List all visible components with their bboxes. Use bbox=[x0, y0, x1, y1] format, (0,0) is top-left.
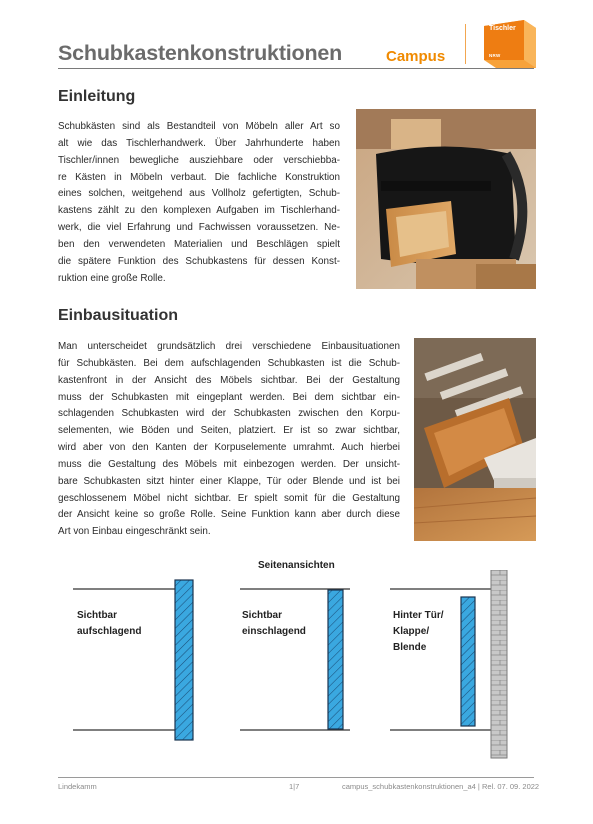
diagram-title: Seitenansichten bbox=[258, 560, 335, 571]
label-sichtbar-aufschlagend: Sichtbar aufschlagend bbox=[77, 610, 142, 637]
paragraph-line: muss die Gestaltung des Möbels mit einbezogen werden. Der unsicht- bbox=[58, 458, 400, 470]
paragraph-line: bare Schubkasten sitzt hinter einer Klappe, Tür oder Blende und ist bei bbox=[58, 475, 400, 487]
paragraph-line: Schubkästen sind als Bestandteil von Möbeln aller Art so bbox=[58, 121, 340, 132]
paragraph-line: kastens zählt zu den komplexen Aufgaben im Tischlerhand- bbox=[58, 205, 340, 217]
logo-text-tischler: Tischler bbox=[489, 25, 516, 32]
footer-rule bbox=[58, 777, 534, 778]
section-heading-einleitung: Einleitung bbox=[58, 88, 136, 105]
drawer-photo-einbau bbox=[414, 338, 536, 541]
view-aufschlagend bbox=[73, 580, 193, 740]
paragraph-line: werk, die viel Erfahrung und Fachwissen voraussetzen. Ne- bbox=[58, 222, 340, 234]
paragraph-line: re Kästen in Möbeln verbaut. Die fachliche Konstruktion bbox=[58, 171, 340, 183]
paragraph-line: ben den verwendeten Materialien und Beschlägen spielt bbox=[58, 238, 340, 250]
side-views-diagram bbox=[55, 570, 535, 760]
footer-author: Lindekamm bbox=[58, 782, 97, 791]
section-heading-einbausituation: Einbausituation bbox=[58, 307, 178, 324]
paragraph-line: selementen, wie Böden und Seiten, platziert. Er ist so zwar sichtbar, bbox=[58, 425, 400, 437]
label-sichtbar-einschlagend: Sichtbar einschlagend bbox=[242, 610, 306, 637]
paragraph-line: muss der Schubkasten mit eingeplant werden. Bei dem sichtbar ein- bbox=[58, 391, 400, 403]
brand-separator bbox=[465, 24, 466, 64]
label-hinter-tuer: Hinter Tür/ Klappe/ Blende bbox=[393, 610, 444, 653]
view-hinter-tuer bbox=[390, 570, 507, 758]
footer-document-info: campus_schubkastenkonstruktionen_a4 | Rel. 07. 09. 2022 bbox=[342, 782, 540, 791]
paragraph-line: ruktion eine große Rolle. bbox=[58, 272, 166, 284]
paragraph-line: der Ansicht keine so große Rolle. Seine Funktion kann aber durch diese bbox=[58, 509, 400, 521]
paragraph-line: alt wie das Tischlerhandwerk. Über Jahrhunderte haben bbox=[58, 137, 340, 149]
einbau-paragraph bbox=[58, 339, 400, 541]
intro-paragraph bbox=[58, 119, 340, 287]
campus-brand: Campus bbox=[386, 48, 446, 65]
paragraph-line: Man unterscheidet grundsätzlich drei verschiedene Einbausituationen bbox=[58, 341, 400, 352]
paragraph-line: für Schubkästen. Bei dem aufschlagenden Schubkasten ist die Schub- bbox=[58, 357, 400, 369]
paragraph-line: Art von Einbau eingeschränkt sein. bbox=[58, 526, 211, 538]
paragraph-line: kastenfront in der Ansicht des Möbels sichtbar. Bei der Gestaltung bbox=[58, 374, 400, 386]
header-rule bbox=[58, 68, 534, 69]
paragraph-line: schlagenden Schubkasten wird der Schubkasten zwischen den Korpu- bbox=[58, 408, 400, 420]
paragraph-line: geschlossenem Möbel nicht sichtbar. Er spielt somit für die Gestaltung bbox=[58, 492, 400, 504]
logo-text-nrw: NRW bbox=[489, 53, 501, 58]
paragraph-line: wird aber von den Kanten der Korpuselemente umrahmt. Auch hierbei bbox=[58, 442, 400, 454]
paragraph-line: die spätere Funktion des Schubkastens für dessen Konst- bbox=[58, 255, 340, 267]
paragraph-line: eines solchen, weitgehend aus Vollholz gefertigten, Schub- bbox=[58, 188, 340, 200]
footer-page-number: 1|7 bbox=[289, 782, 300, 791]
page-title: Schubkastenkonstruktionen bbox=[58, 41, 343, 65]
paragraph-line: Tischler/innen bewegliche ausziehbare oder verschiebba- bbox=[58, 154, 340, 166]
drawer-photo-intro bbox=[356, 109, 536, 289]
